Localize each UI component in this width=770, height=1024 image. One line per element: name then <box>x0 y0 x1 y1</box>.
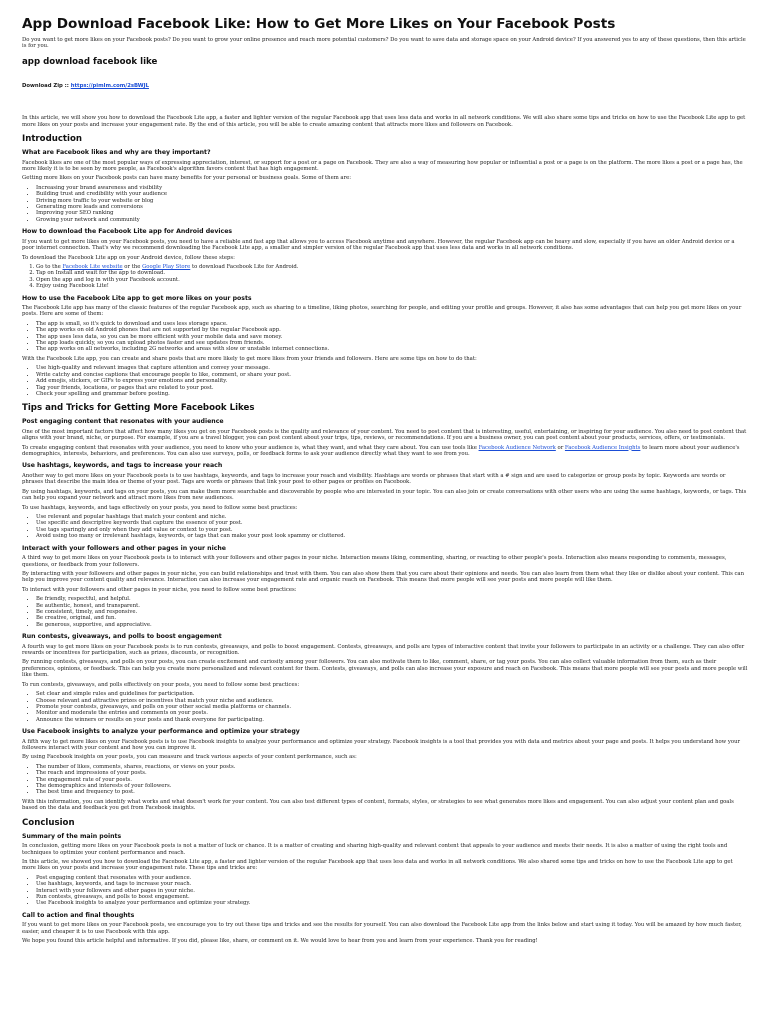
list-item: • Avoid using too many or irrelevant hashtags, keywords, or tags that can make your post look spammy or cluttered. <box>36 533 748 539</box>
list-item: • The app loads quickly, so you can upload photos faster and see updates from friends. <box>36 340 748 346</box>
list-item: • Use Facebook insights to analyze your performance and optimize your strategy. <box>36 900 748 906</box>
tips-heading: Tips and Tricks for Getting More Facebook Likes <box>22 403 255 414</box>
advantages-list <box>22 321 748 353</box>
paragraph: To use hashtags, keywords, and tags effectively on your posts, you need to follow some best practices: <box>22 504 298 511</box>
step-text: or the <box>122 263 143 270</box>
interact-list <box>22 596 748 628</box>
list-item: • Use high-quality and relevant images that capture attention and convey your message. <box>36 365 748 371</box>
hashtags-list <box>22 514 748 540</box>
list-item: • Set clear and simple rules and guidelines for participation. <box>36 691 748 697</box>
paragraph: If you want to get more likes on your Facebook posts, we encourage you to try out these tips and tricks and see the results for yourself. You can also download the Facebook Lite app from the links below and start using it today. You will be amazed by how much faster, easier, and cheaper it is to use Facebook with this app. <box>22 922 742 935</box>
section-heading: Use hashtags, keywords, and tags to increase your reach <box>22 462 223 470</box>
list-item: • Use tags sparingly and only when they add value or context to your post. <box>36 527 748 533</box>
section-heading: Run contests, giveaways, and polls to boost engagement <box>22 633 222 641</box>
list-item: • The demographics and interests of your followers. <box>36 783 748 789</box>
list-item: • Add emojis, stickers, or GIFs to express your emotions and personality. <box>36 378 748 384</box>
list-item: • Write catchy and concise captions that encourage people to like, comment, or share your post. <box>36 372 748 378</box>
paragraph: Getting more likes on your Facebook posts can have many benefits for your personal or business goals. Some of them are: <box>22 175 352 182</box>
lead-paragraph: In this article, we will show you how to download the Facebook Lite app, a faster and lighter version of the regular Facebook app that uses less data and works in all network conditions. We will also share some tips and tricks on how to use the Facebook Lite app to get more likes on your posts and increase your engagement rate. By the end of this article, you will be able to create amazing content that attracts more likes and followers on Facebook. <box>22 115 746 128</box>
list-item: • Run contests, giveaways, and polls to boost engagement. <box>36 894 748 900</box>
list-item: • Use hashtags, keywords, and tags to increase your reach. <box>36 881 748 887</box>
list-item: • Interact with your followers and other pages in your niche. <box>36 888 748 894</box>
list-item: • The number of likes, comments, shares, reactions, or views on your posts. <box>36 764 748 770</box>
google-play-store-link[interactable]: Google Play Store <box>142 263 191 270</box>
paragraph: To download the Facebook Lite app on your Android device, follow these steps: <box>22 254 235 261</box>
section-heading: Call to action and final thoughts <box>22 911 135 919</box>
download-link[interactable]: https://pimlm.com/2sBWJL <box>70 82 149 89</box>
list-item: • Choose relevant and attractive prizes or incentives that match your niche and audience. <box>36 698 748 704</box>
list-item: • The app works on all networks, including 2G networks and areas with slow or unstable internet connections. <box>36 346 748 352</box>
conclusion-heading: Conclusion <box>22 817 75 828</box>
download-label: Download Zip :: <box>22 82 71 89</box>
list-item: • Growing your network and community <box>36 217 748 223</box>
paragraph: One of the most important factors that affect how many likes you get on your Facebook posts is the quality and relevance of your content. You need to post content that is interesting, useful, entertaining, or inspiring for your audience. You also need to post content that aligns with your brand, niche, or purpose. For example, if you are a travel blogger, you can post content about your trips, tips, reviews, or recommendations. If you are a business owner, you can post content about your products, services, offers, or testimonials. <box>22 428 747 442</box>
contests-list <box>22 691 748 723</box>
paragraph: Facebook likes are one of the most popular ways of expressing appreciation, interest, or support for a post or a page on Facebook. They are also a way of measuring how popular or influential a post or a page is on the platform. The more likes a post or a page has, the more likely it is to be seen by more people, as Facebook's algorithm favors content that has high engagement. <box>22 159 743 172</box>
facebook-lite-website-link[interactable]: Facebook Lite website <box>62 263 123 270</box>
list-item: • Building trust and credibility with your audience <box>36 191 748 197</box>
post-tips-list <box>22 365 748 397</box>
list-item: • Driving more traffic to your website or blog <box>36 198 748 204</box>
list-item: • Tag your friends, locations, or pages that are related to your post. <box>36 385 748 391</box>
paragraph: By interacting with your followers and other pages in your niche, you can build relationships and trust with them. You can also show them that you care about their opinions and needs. You can also learn from them what they like or dislike about your content. This can help you improve your content quality and relevance. Interaction can also increase your engagement rate and organic reach on Facebook. This means that more people will see your posts and more people will like them. <box>22 570 745 584</box>
step-text: to download Facebook Lite for Android. <box>190 263 299 270</box>
summary-list <box>22 875 748 907</box>
download-heading: How to download the Facebook Lite app for Android devices <box>22 228 233 236</box>
list-item: • Post engaging content that resonates with your audience. <box>36 875 748 881</box>
use-heading: How to use the Facebook Lite app to get more likes on your posts <box>22 294 252 302</box>
what-likes-heading: What are Facebook likes and why are they important? <box>22 149 211 157</box>
list-item: • Check your spelling and grammar before posting. <box>36 391 748 397</box>
list-item: • The app is small, so it's quick to download and uses less storage space. <box>36 321 748 327</box>
list-item: • Be generous, supportive, and appreciative. <box>36 622 748 628</box>
paragraph: To run contests, giveaways, and polls effectively on your posts, you need to follow some best practices: <box>22 681 300 688</box>
paragraph: By using Facebook insights on your posts, you can measure and track various aspects of your content performance, such as: <box>22 754 357 761</box>
section-heading: Use Facebook insights to analyze your performance and optimize your strategy <box>22 728 300 736</box>
audience-network-link[interactable]: Facebook Audience Network <box>478 444 556 451</box>
list-item: 4. Enjoy using Facebook Lite! <box>36 283 748 289</box>
list-item: • The best time and frequency to post. <box>36 789 748 795</box>
list-item: • The app uses less data, so you can be more efficient with your mobile data and save money. <box>36 334 748 340</box>
benefits-list <box>22 185 748 223</box>
section-heading: Post engaging content that resonates with your audience <box>22 418 224 426</box>
download-steps <box>22 264 748 290</box>
paragraph: Another way to get more likes on your Facebook posts is to use hashtags, keywords, and tags to increase your reach and visibility. Hashtags are words or phrases that start with a # sign and are used to categorize or group posts by topic. Keywords are words or phrases that describe the main idea or theme of your post. Tags are words or phrases that link your post to other pages or profiles on Facebook. <box>22 472 726 486</box>
introduction-heading: Introduction <box>22 134 83 145</box>
paragraph-text: to learn more about your audience's demographics, interests, behaviors, and preferences. You can also use surveys, polls, or feedback forms to ask your audience directly what they want to see from you. <box>22 444 740 458</box>
list-item: • Improving your SEO ranking <box>36 210 748 216</box>
paragraph: With this information, you can identify what works and what doesn't work for your content. You can also test different types of content, formats, styles, or strategies to see what generates more likes and engagement. You can also adjust your content plan and goals based on the data and feedback you get from Facebook insights. <box>22 798 734 812</box>
list-item: • Be authentic, honest, and transparent. <box>36 603 748 609</box>
paragraph: The Facebook Lite app has many of the classic features of the regular Facebook app, such as sharing to a timeline, liking photos, searching for people, and editing your profile and groups. However, it also has some advantages that can help you get more likes on your posts. Here are some of them: <box>22 305 742 318</box>
list-item: • The engagement rate of your posts. <box>36 777 748 783</box>
paragraph: If you want to get more likes on your Facebook posts, you need to have a reliable and fast app that allows you to access Facebook anytime and anywhere. However, the regular Facebook app can be heavy and slow, especially if you have an older Android device or a poor internet connection. That's why we recommend downloading the Facebook Lite app, a smaller and simpler version of the regular Facebook app that uses less data and works in all network conditions. <box>22 238 735 252</box>
paragraph <box>22 445 748 458</box>
list-item: • The app works on old Android phones that are not supported by the regular Facebook app. <box>36 327 748 333</box>
audience-insights-link[interactable]: Facebook Audience Insights <box>564 444 641 451</box>
list-item: • Use specific and descriptive keywords that capture the essence of your post. <box>36 520 748 526</box>
paragraph: With the Facebook Lite app, you can create and share posts that are more likely to get more likes from your friends and followers. Here are some tips on how to do that: <box>22 355 477 362</box>
list-item: • Promote your contests, giveaways, and polls on your other social media platforms or channels. <box>36 704 748 710</box>
paragraph: In this article, we showed you how to download the Facebook Lite app, a faster and lighter version of the regular Facebook app that uses less data and works in all network conditions. We also shared some tips and tricks on how to use the Facebook Lite app to get more likes on your posts and increase your engagement rate. These tips and tricks are: <box>22 859 733 872</box>
list-item: • Be friendly, respectful, and helpful. <box>36 596 748 602</box>
list-item: • The reach and impressions of your posts. <box>36 770 748 776</box>
list-item: 2. Tap on Install and wait for the app to download. <box>36 270 748 276</box>
list-item: • Monitor and moderate the entries and comments on your posts. <box>36 710 748 716</box>
section-heading: Interact with your followers and other pages in your niche <box>22 544 226 552</box>
list-item: • Announce the winners or results on your posts and thank everyone for participating. <box>36 717 748 723</box>
page-title: App Download Facebook Like: How to Get More Likes on Your Facebook Posts <box>22 16 616 32</box>
paragraph-text: To create engaging content that resonates with your audience, you need to know who your audience is, what they want, and what they care about. You can use tools like <box>22 444 479 451</box>
list-item: 3. Open the app and log in with your Facebook account. <box>36 277 748 283</box>
step-text: Go to the <box>36 263 63 270</box>
paragraph: In conclusion, getting more likes on your Facebook posts is not a matter of luck or chance. It is a matter of creating and sharing high-quality and relevant content that appeals to your audience and meets their needs. It is also a matter of using the right tools and techniques to optimize your content performance and reach. <box>22 843 728 856</box>
paragraph: A third way to get more likes on your Facebook posts is to interact with your followers and other pages in your niche. Interaction means liking, commenting, sharing, or reacting to other people's posts. Interaction also means responding to comments, messages, questions, or feedback from your followers. <box>22 555 727 568</box>
subtitle: app download facebook like <box>22 56 158 67</box>
list-item: • Generating more leads and conversions <box>36 204 748 210</box>
section-heading: Summary of the main points <box>22 832 122 840</box>
paragraph: To interact with your followers and other pages in your niche, you need to follow some best practices: <box>22 586 297 593</box>
paragraph: By using hashtags, keywords, and tags on your posts, you can make them more searchable and discoverable by people who are interested in your topic. You can also join or create conversations with other users who are using the same hashtags, keywords, or tags. This can help you expand your network and attract more likes from new audiences. <box>22 488 747 502</box>
paragraph-text: or <box>555 444 565 451</box>
list-item: • Use relevant and popular hashtags that match your content and niche. <box>36 514 748 520</box>
list-item: • Be consistent, timely, and responsive. <box>36 609 748 615</box>
list-item: • Increasing your brand awareness and visibility <box>36 185 748 191</box>
list-item: • Be creative, original, and fun. <box>36 615 748 621</box>
paragraph: A fourth way to get more likes on your Facebook posts is to run contests, giveaways, and polls to boost engagement. Contests, giveaways, and polls are types of interactive content that invite your followers to participate in an activity or a challenge. They can also offer rewards or incentives for participation, such as prizes, discounts, or recognition. <box>22 643 745 657</box>
insights-list <box>22 764 748 796</box>
paragraph: By running contests, giveaways, and polls on your posts, you can create excitement and curiosity among your followers. You can also motivate them to like, comment, share, or tag your posts. You can also collect valuable information from them, such as their preferences, opinions, or feedback. This can help you create more personalized and relevant content for them. Contests, giveaways, and polls can also increase your exposure and reach on Facebook. This means that more people will see your posts and more people will like them. <box>22 659 748 679</box>
download-line <box>22 83 748 89</box>
paragraph: We hope you found this article helpful and informative. If you did, please like, share, or comment on it. We would love to hear from you and learn from your experience. Thank you for reading! <box>22 938 538 945</box>
paragraph: A fifth way to get more likes on your Facebook posts is to use Facebook insights to analyze your performance and optimize your strategy. Facebook insights is a tool that provides you with data and metrics about your page and posts. It helps you understand how your followers interact with your content and how you can improve it. <box>22 738 741 752</box>
intro-paragraph: Do you want to get more likes on your Facebook posts? Do you want to grow your online presence and reach more potential customers? Do you want to save data and storage space on your Android device? If you answered yes to any of these questions, then this article is for you. <box>22 37 746 50</box>
